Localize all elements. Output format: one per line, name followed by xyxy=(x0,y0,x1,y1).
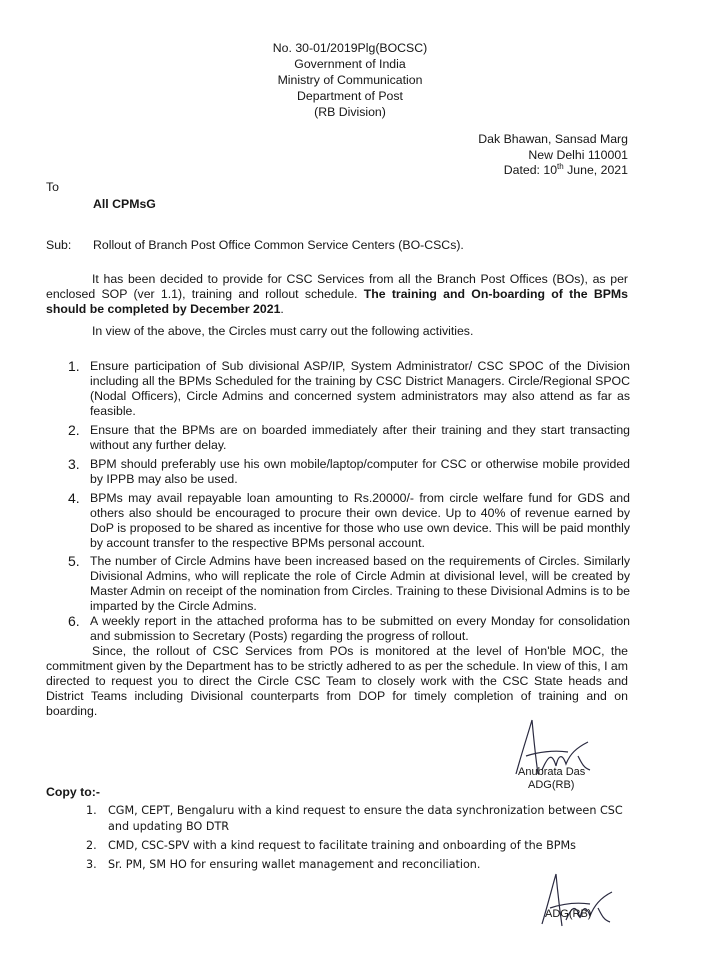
paragraph-1 xyxy=(46,272,628,317)
list-item-number: 2. xyxy=(68,422,80,438)
copy-item-number: 2. xyxy=(86,839,97,852)
list-item-text: BPM should preferably use his own mobile/laptop/computer for CSC or otherwise mobile provided by IPPB may also be used. xyxy=(90,457,630,486)
copy-item xyxy=(86,803,646,835)
paragraph-1-end: . xyxy=(280,302,284,316)
list-item-number: 4. xyxy=(68,490,80,506)
paragraph-1-text: It has been decided to provide for CSC Services from all the Branch Post Offices (BOs), as per enclosed SOP (ver 1.1), training and rollout schedule. xyxy=(46,272,628,301)
list-item-text: BPMs may avail repayable loan amounting to Rs.20000/- from circle welfare fund for GDS and others also should be encouraged to procure their own device. Up to 40% of revenue earned by DoP is proposed to be shared as incentive for those who use own device. This will be paid monthly by account transfer to the respective BPMs personal account. xyxy=(90,491,630,550)
subject-label: Sub: xyxy=(46,238,72,252)
list-item-number: 5. xyxy=(68,553,80,569)
date-sup: th xyxy=(557,161,564,171)
list-item-number: 6. xyxy=(68,613,80,629)
signatory-name: Anubrata Das xyxy=(518,766,586,778)
government-line: Government of India xyxy=(294,57,406,71)
copy-item xyxy=(86,838,646,854)
list-item-number: 1. xyxy=(68,358,80,374)
copy-item-number: 1. xyxy=(86,804,97,817)
date-suffix: June, 2021 xyxy=(563,163,628,177)
paragraph-1-bold: The training and On-boarding of the BPMs should be completed by December 2021 xyxy=(46,287,628,316)
copy-item-number: 3. xyxy=(86,858,97,871)
letter-header xyxy=(250,40,450,120)
paragraph-2 xyxy=(46,324,628,339)
address-line-2: New Delhi 110001 xyxy=(528,147,628,162)
addressee: All CPMsG xyxy=(93,197,156,211)
subject-text: Rollout of Branch Post Office Common Service Centers (BO-CSCs). xyxy=(93,238,464,252)
list-item-text: A weekly report in the attached proforma has to be submitted on every Monday for consolidation and submission to Secretary (Posts) regarding the progress of rollout. xyxy=(90,614,630,643)
signatory-designation: ADG(RB) xyxy=(528,779,575,791)
signature-scribble-2 xyxy=(536,868,616,938)
address-line-1: Dak Bhawan, Sansad Marg xyxy=(478,132,628,146)
copy-to-list xyxy=(86,803,646,873)
list-item-text: Ensure that the BPMs are on boarded immediately after their training and they start transacting without any further delay. xyxy=(90,423,630,452)
list-item-text: The number of Circle Admins have been increased based on the requirements of Circles. Similarly Divisional Admins, who will replicate the role of Circle Admin at divisional level, will be created by Master Admin on receipt of the nomination from Circles. Training to these Divisional Admins is to be imparted by the Circle Admins. xyxy=(90,554,630,613)
division-line: (RB Division) xyxy=(314,105,386,119)
signatory-2-designation: ADG(RB) xyxy=(545,908,592,920)
copy-item-text: Sr. PM, SM HO for ensuring wallet management and reconciliation. xyxy=(108,858,481,871)
list-item xyxy=(64,457,630,487)
date-line xyxy=(478,163,628,179)
copy-item-text: CGM, CEPT, Bengaluru with a kind request to ensure the data synchronization between CSC and updating BO DTR xyxy=(108,804,623,833)
sender-address xyxy=(478,132,628,179)
list-item xyxy=(64,554,630,614)
activities-list xyxy=(64,359,630,644)
paragraph-3 xyxy=(46,644,628,719)
department-line: Department of Post xyxy=(297,89,403,103)
list-item xyxy=(64,491,630,551)
list-item xyxy=(64,614,630,644)
to-label: To xyxy=(46,180,59,194)
list-item xyxy=(64,359,630,419)
ministry-line: Ministry of Communication xyxy=(277,73,423,87)
list-item-text: Ensure participation of Sub divisional ASP/IP, System Administrator/ CSC SPOC of the Division including all the BPMs Scheduled for the training by CSC District Managers. Circle/Regional SPOC (Nodal Officers), Circle Admins and concerned system administrators may also attend as far as feasible. xyxy=(90,359,630,418)
paragraph-3-text: Since, the rollout of CSC Services from POs is monitored at the level of Hon'ble MOC, the commitment given by the Department has to be strictly adhered to as per the schedule. In view of this, I am directed to request you to direct the Circle CSC Team to closely work with the CSC State heads and District Teams including Divisional counterparts from DOP for timely completion of training and on boarding. xyxy=(46,644,628,718)
file-number: No. 30-01/2019Plg(BOCSC) xyxy=(272,41,428,55)
list-item-number: 3. xyxy=(68,456,80,472)
date-prefix: Dated: 10 xyxy=(503,163,558,177)
list-item xyxy=(64,423,630,453)
signatory-block xyxy=(518,766,585,792)
copy-item-text: CMD, CSC-SPV with a kind request to facilitate training and onboarding of the BPMs xyxy=(108,839,577,852)
paragraph-2-text: In view of the above, the Circles must carry out the following activities. xyxy=(92,324,474,338)
copy-to-title: Copy to:- xyxy=(46,785,100,799)
